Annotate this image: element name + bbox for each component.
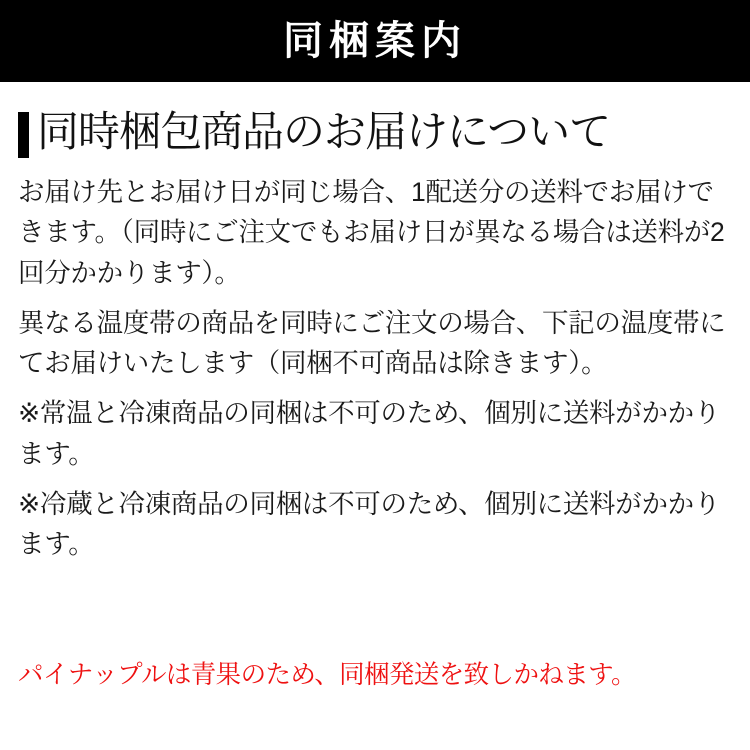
pineapple-notice-text: パイナップルは青果のため、同梱発送を致しかねます。 [18, 660, 636, 689]
paragraph-ambient-frozen: ※常温と冷凍商品の同梱は不可のため、個別に送料がかかります。 [18, 398, 721, 469]
page-title: 同梱案内 [283, 19, 467, 63]
paragraph-temperature-zone: 異なる温度帯の商品を同時にご注文の場合、下記の温度帯にてお届けいたします（同梱不可商品は除きます）。 [18, 307, 726, 379]
paragraph-shipping-same-destination: お届け先とお届け日が同じ場合、1配送分の送料でお届けできます。（同時にご注文でもお届け日が異なる場合は送料が2回分かかります）。 [18, 177, 725, 288]
pineapple-notice [18, 656, 740, 694]
heading-accent-bar [18, 112, 29, 158]
header-banner [0, 0, 750, 82]
section-heading-label: 同時梱包商品のお届けについて [37, 108, 611, 155]
section-heading [18, 108, 732, 158]
content-area [0, 82, 750, 564]
paragraph-chilled-frozen: ※冷蔵と冷凍商品の同梱は不可のため、個別に送料がかかります。 [18, 488, 721, 560]
